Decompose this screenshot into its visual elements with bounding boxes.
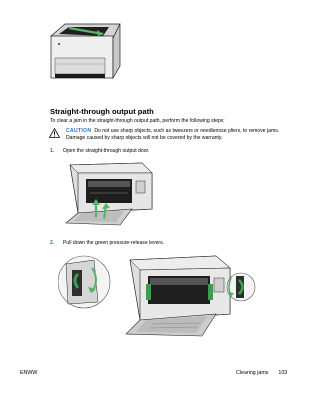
warning-icon [49,128,60,138]
footer-right [236,370,287,376]
step-text: Open the straight-through output door. [63,148,150,154]
step-number: 1. [50,148,55,154]
page-number: 103 [278,370,288,376]
printer-rear-door-open-illustration [60,157,160,229]
caution-label: CAUTION [66,128,92,134]
step-text: Pull down the green pressure-release levers. [63,240,165,246]
intro-text: To clear a jam in the straight-through output path, perform the following steps: [50,118,225,124]
left-lever-detail-illustration [58,252,114,312]
step-1 [50,148,149,154]
printer-top-illustration [45,14,125,89]
right-lever-detail-illustration [226,262,256,312]
caution-body: Do not use sharp objects, such as tweezers or needlenose pliers, to remove jams. Damage caused by sharp objects will not be covered by the warranty. [66,128,280,141]
section-heading: Straight-through output path [50,107,154,116]
footer-section: Clearing jams [236,370,269,376]
step-number: 2. [50,240,55,246]
footer-left: ENWW [20,370,38,376]
step-2 [50,240,164,246]
caution-note [66,128,298,142]
